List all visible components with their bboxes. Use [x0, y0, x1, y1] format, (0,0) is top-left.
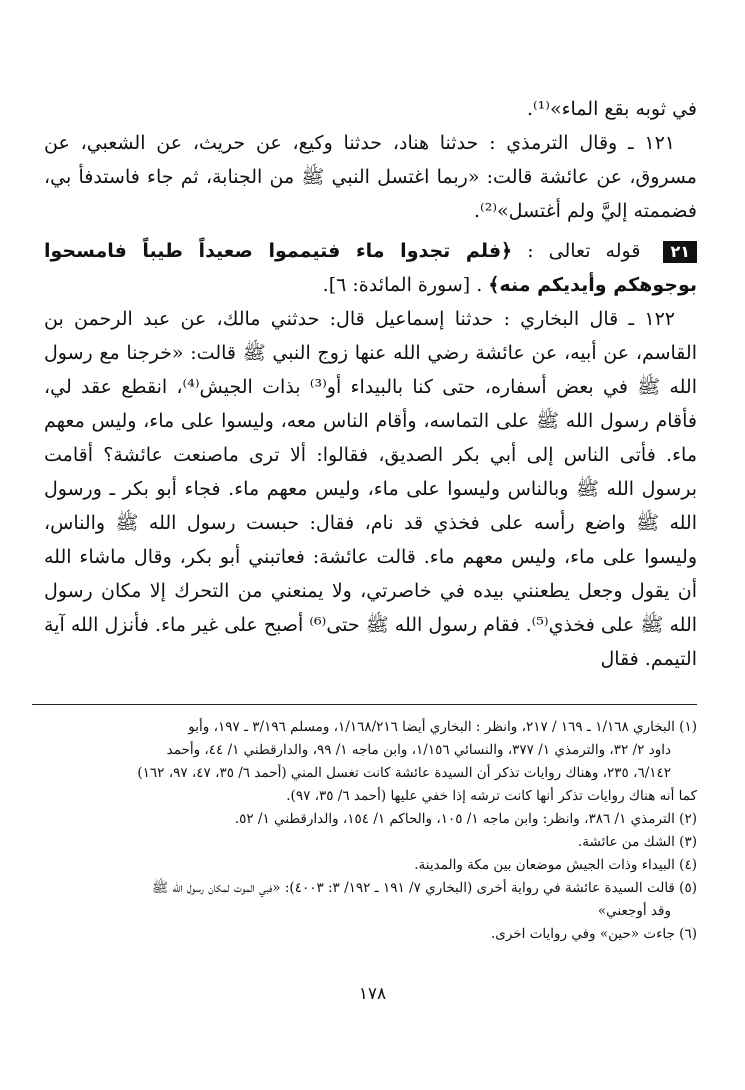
- footnotes: [32, 716, 697, 946]
- footnote-line: (١) البخاري ١/١٦٨ ـ ١٦٩ / ٢١٧، وانظر : البخاري أيضا ١/١٦٨/٢١٦، ومسلم ٣/١٩٦ ـ ١٩٧، وأبو: [188, 719, 697, 735]
- footnote-3: (٣) الشك من عائشة.: [578, 834, 697, 850]
- paragraph-hadith-122: ١٢٢ ـ قال البخاري : حدثنا إسماعيل قال: حدثني مالك، عن عبد الرحمن بن القاسم، عن أبيه، عن عائشة رضي الله عنها زوج النبي ﷺ قالت: «خرجنا مع رسول الله ﷺ في بعض أسفاره، حتى كنا بالبيداء أو⁽³⁾ بذات الجيش⁽⁴⁾، انقطع عقد لي، فأقام رسول الله ﷺ على التماسه، وأقام الناس معه، وليسوا على ماء، وليس معهم ماء. فأتى الناس إلى أبي بكر الصديق، فقالوا: ألا ترى ماصنعت عائشة؟ أقامت برسول الله ﷺ وبالناس وليسوا على ماء، وليس معهم ماء. فجاء أبو بكر ـ ورسول الله ﷺ واضع رأسه على فخذي قد نام، فقال: حبست رسول الله ﷺ والناس، وليسوا على ماء، وليس معهم ماء. قالت عائشة: فعاتبني أبو بكر، وقال ماشاء الله أن يقول وجعل يطعنني بيده في خاصرتي، ولا يمنعني من التحرك إلا مكان رسول الله ﷺ على فخذي⁽⁵⁾. فقام رسول الله ﷺ حتى⁽⁶⁾ أصبح على غير ماء. فأنزل الله آية التيمم. فقال: [44, 308, 698, 670]
- footnote-2: (٢) الترمذي ١/ ٣٨٦، وانظر: وابن ماجه ١/ ١٠٥، والحاكم ١/ ١٥٤، والدارقطني ١/ ٥٢.: [234, 811, 697, 827]
- footnote-6: (٦) جاءت «حين» وفي روايات اخرى.: [491, 926, 697, 942]
- footnote-line: ٦/١٤٢، ٢٣٥، وهناك روايات تذكر أن السيدة عائشة كانت تغسل المني (أحمد ٦/ ٣٥، ٤٧، ٩٧، ١٦٢): [137, 765, 671, 781]
- verse-heading: [44, 234, 697, 302]
- footnote-5: [32, 877, 697, 923]
- footnote-1: [32, 716, 697, 808]
- main-text: [44, 92, 697, 676]
- verse-text: ﴿فلم تجدوا ماء فتيمموا صعيداً طيباً فامسحوا بوجوهكم وأيديكم منه﴾: [44, 240, 697, 296]
- footnote-divider: [32, 704, 697, 705]
- paragraph-1: في ثوبه بقع الماء»⁽¹⁾.: [526, 98, 697, 120]
- paragraph-hadith-121: ١٢١ ـ وقال الترمذي : حدثنا هناد، حدثنا وكيع، عن حريث، عن الشعبي، عن مسروق، عن عائشة قالت: «ربما اغتسل النبي ﷺ من الجنابة، ثم جاء فاستدفأ بي، فضممته إليَّ ولم أغتسل»⁽²⁾.: [44, 132, 697, 222]
- footnote-line: (٥) قالت السيدة عائشة في رواية أخرى (البخاري ٧/ ١٩١ ـ ١٩٢/ ٣: ٤٠٠٣): «فبي الموت لمكان رسول الله ﷺ: [151, 880, 697, 896]
- footnote-4: (٤) البيداء وذات الجيش موضعان بين مكة والمدينة.: [414, 857, 697, 873]
- footnote-line: وقد أوجعني»: [597, 903, 671, 919]
- verse-prefix: قوله تعالى :: [527, 240, 641, 262]
- footnote-line: داود ٢/ ٣٢، والترمذي ١/ ٣٧٧، والنسائي ١/١٥٦، وابن ماجه ١/ ٩٩، والدارقطني ١/ ٤٤، وأحمد: [166, 742, 671, 758]
- footnote-line: كما أنه هناك روايات تذكر أنها كانت ترشه إذا خفي عليها (أحمد ٦/ ٣٥، ٩٧).: [286, 788, 697, 804]
- verse-reference: . [سورة المائدة: ٦].: [322, 274, 483, 296]
- verse-number-badge: ٢١: [663, 241, 697, 263]
- page-number: ١٧٨: [358, 984, 387, 1004]
